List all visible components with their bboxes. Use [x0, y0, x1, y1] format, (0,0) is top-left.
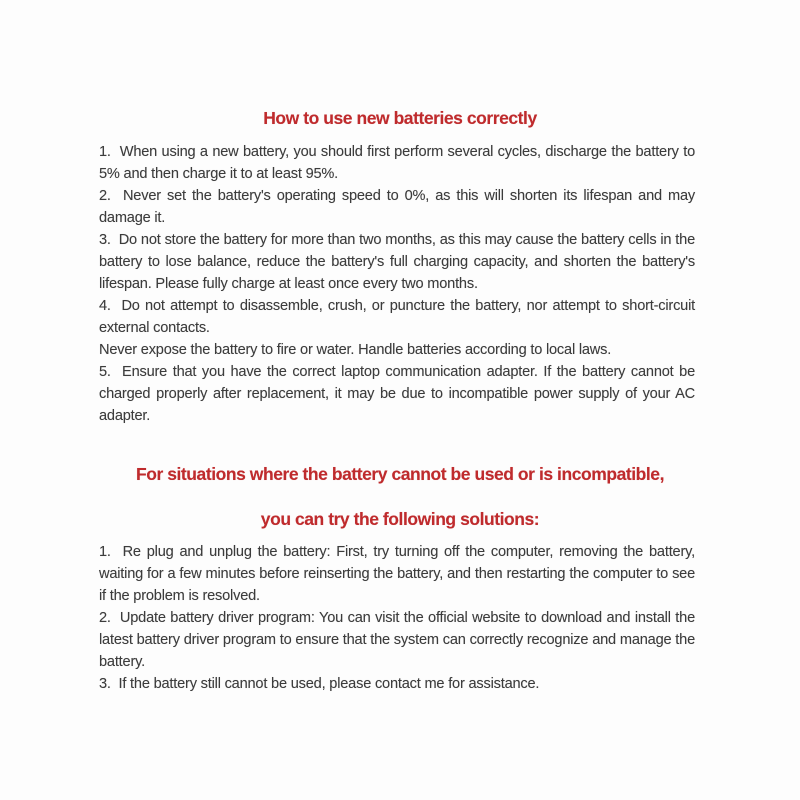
troubleshooting-section-title-line2: you can try the following solutions:: [260, 509, 540, 529]
usage-section-body: [99, 141, 695, 427]
usage-section-title: How to use new batteries correctly: [263, 108, 537, 128]
usage-item-3: 3. Do not store the battery for more than two months, as this may cause the battery cells in the battery to lose balance, reduce the battery's full charging capacity, and shorten the battery's lifespan. Please fully charge at least once every two months.: [99, 232, 695, 292]
usage-item-4: 4. Do not attempt to disassemble, crush, or puncture the battery, nor attempt to short-circuit external contacts.: [99, 298, 695, 336]
troubleshooting-item-2: 2. Update battery driver program: You can visit the official website to download and install the latest battery driver program to ensure that the system can correctly recognize and manage the battery.: [99, 610, 695, 670]
usage-item-5: 5. Ensure that you have the correct laptop communication adapter. If the battery cannot be charged properly after replacement, it may be due to incompatible power supply of your AC adapter.: [99, 364, 695, 424]
troubleshooting-section-title-line1: For situations where the battery cannot be used or is incompatible,: [135, 464, 664, 484]
troubleshooting-section-body: [99, 541, 695, 695]
troubleshooting-item-1: 1. Re plug and unplug the battery: First, try turning off the computer, removing the battery, waiting for a few minutes before reinserting the battery, and then restarting the computer to see if the problem is resolved.: [99, 544, 695, 604]
usage-item-2: 2. Never set the battery's operating speed to 0%, as this will shorten its lifespan and may damage it.: [99, 188, 695, 226]
usage-note-fire-water: Never expose the battery to fire or water. Handle batteries according to local laws.: [99, 342, 612, 358]
usage-item-1: 1. When using a new battery, you should first perform several cycles, discharge the battery to 5% and then charge it to at least 95%.: [99, 144, 695, 182]
troubleshooting-item-3: 3. If the battery still cannot be used, please contact me for assistance.: [99, 676, 540, 692]
